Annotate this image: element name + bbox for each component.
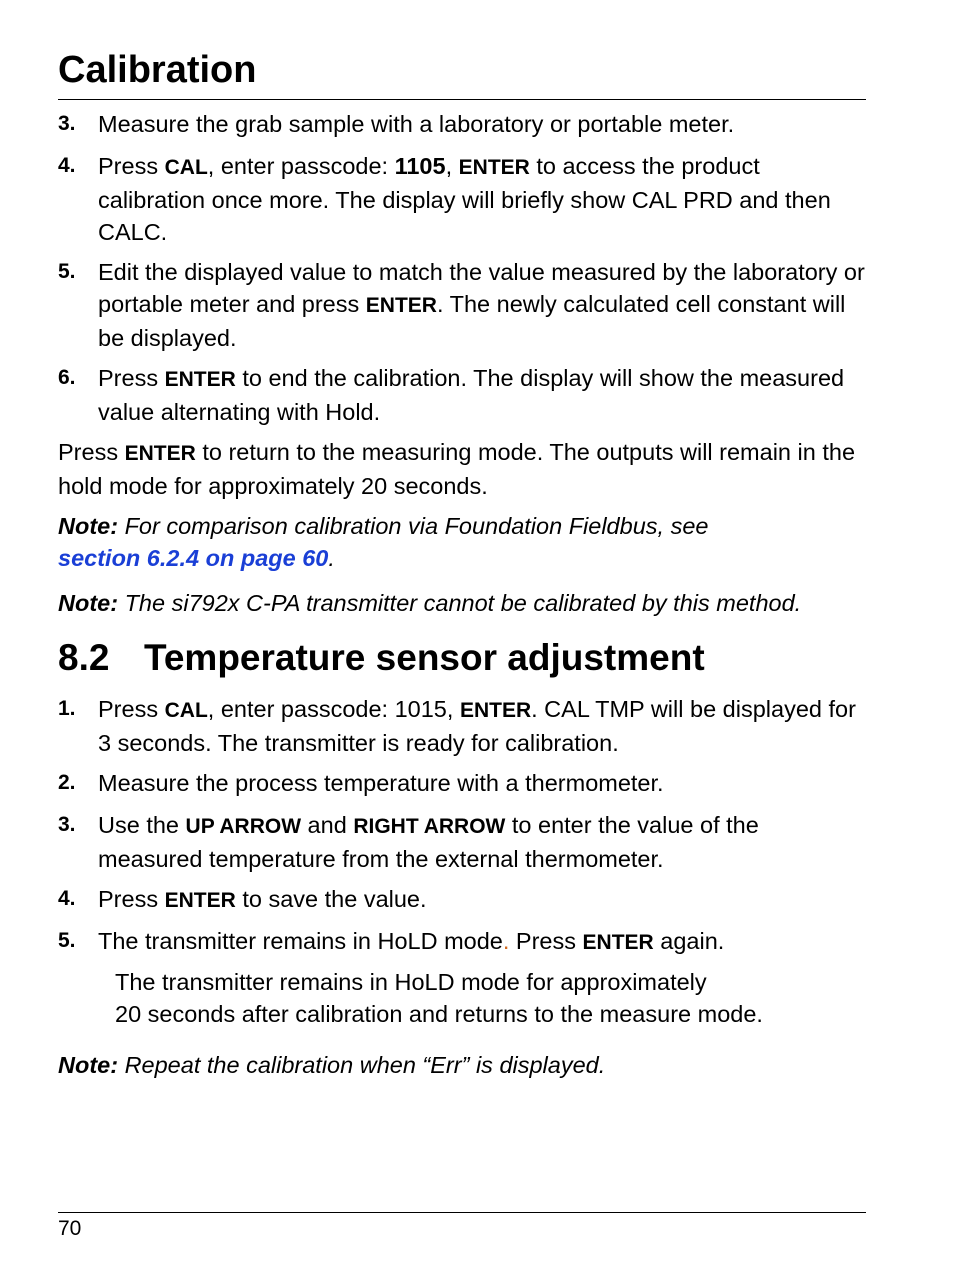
- step-text: to access the product calibration once more. The display will briefly show CAL PRD and then CALC.: [98, 153, 831, 245]
- section-link[interactable]: section 6.2.4 on page 60: [58, 545, 329, 571]
- note-label: Note:: [58, 1052, 119, 1078]
- step-text: to enter the value of the measured temperature from the external thermometer.: [98, 812, 759, 872]
- key-up-arrow: UP ARROW: [185, 815, 302, 838]
- section-number: 8.2: [58, 637, 110, 678]
- step-text: ,: [445, 153, 459, 179]
- orange-period: .: [502, 928, 510, 954]
- step-text: Press: [509, 928, 583, 954]
- key-cal: CAL: [164, 699, 208, 722]
- step-text: Measure the grab sample with a laboratory or portable meter.: [98, 111, 735, 137]
- chapter-title: Calibration: [58, 49, 257, 91]
- note-label: Note:: [58, 513, 119, 539]
- key-enter: ENTER: [582, 931, 654, 954]
- list-item: [58, 256, 866, 362]
- note-fieldbus: [58, 510, 878, 574]
- step-text: The transmitter remains in HoLD mode: [98, 928, 503, 954]
- note-text: The si792x C-PA transmitter cannot be calibrated by this method.: [118, 590, 802, 616]
- note-label: Note:: [58, 590, 119, 616]
- note-text: .: [328, 545, 335, 571]
- hold-paragraph: [115, 966, 875, 1030]
- key-enter: ENTER: [164, 889, 236, 912]
- step-text: , enter passcode:: [207, 153, 395, 179]
- step-text: . CAL TMP will be displayed for 3 seconds. The transmitter is ready for calibration.: [98, 696, 856, 756]
- step-number: 3.: [58, 813, 76, 836]
- paragraph-text: Press: [58, 439, 125, 465]
- list-item: [58, 362, 866, 436]
- footer-divider: [58, 1212, 866, 1213]
- step-text: , enter passcode: 1015,: [207, 696, 460, 722]
- key-cal: CAL: [164, 156, 208, 179]
- key-enter: ENTER: [365, 294, 437, 317]
- key-enter: ENTER: [459, 699, 532, 722]
- step-text: to end the calibration. The display will show the measured value alternating with Hold.: [98, 365, 845, 425]
- temperature-steps: [58, 693, 866, 967]
- paragraph-line: 20 seconds after calibration and returns to the measure mode.: [115, 1001, 763, 1027]
- paragraph-text: to return to the measuring mode. The outputs will remain in the hold mode for approximately 20 seconds.: [58, 439, 856, 499]
- key-enter: ENTER: [164, 368, 236, 391]
- step-number: 3.: [58, 112, 76, 135]
- step-text: Press: [98, 886, 165, 912]
- page-number: 70: [58, 1217, 82, 1240]
- step-number: 2.: [58, 771, 76, 794]
- note-cpa: [58, 587, 878, 619]
- list-item: [58, 150, 866, 256]
- key-enter: ENTER: [124, 442, 196, 465]
- list-item: [58, 925, 866, 967]
- list-item: [58, 767, 866, 809]
- step-text: to save the value.: [235, 886, 427, 912]
- step-text: again.: [653, 928, 725, 954]
- list-item: [58, 883, 866, 925]
- note-text: For comparison calibration via Foundation Fieldbus, see: [118, 513, 709, 539]
- step-number: 4.: [58, 154, 76, 177]
- note-err: [58, 1049, 878, 1081]
- step-text: Edit the displayed value to match the value measured by the laboratory or portable meter and press: [98, 259, 865, 317]
- step-text: Use the: [98, 812, 186, 838]
- step-text: Press: [98, 153, 165, 179]
- section-heading: [58, 636, 705, 680]
- step-number: 5.: [58, 260, 76, 283]
- step-text: Press: [98, 365, 165, 391]
- paragraph-line: The transmitter remains in HoLD mode for approximately: [115, 969, 707, 995]
- step-text: and: [301, 812, 354, 838]
- return-paragraph: [58, 436, 866, 502]
- title-divider: [58, 99, 866, 100]
- key-enter: ENTER: [458, 156, 530, 179]
- calibration-steps: [58, 108, 866, 436]
- note-text: Repeat the calibration when “Err” is displayed.: [118, 1052, 606, 1078]
- step-number: 6.: [58, 366, 76, 389]
- passcode: 1105: [394, 153, 446, 179]
- list-item: [58, 809, 866, 883]
- section-title: Temperature sensor adjustment: [144, 637, 705, 678]
- list-item: [58, 693, 866, 767]
- list-item: [58, 108, 866, 150]
- step-text: Press: [98, 696, 165, 722]
- step-number: 1.: [58, 697, 76, 720]
- step-number: 5.: [58, 929, 76, 952]
- key-right-arrow: RIGHT ARROW: [353, 815, 506, 838]
- step-text: Measure the process temperature with a thermometer.: [98, 770, 664, 796]
- step-number: 4.: [58, 887, 76, 910]
- step-text: . The newly calculated cell constant will be displayed.: [98, 291, 846, 351]
